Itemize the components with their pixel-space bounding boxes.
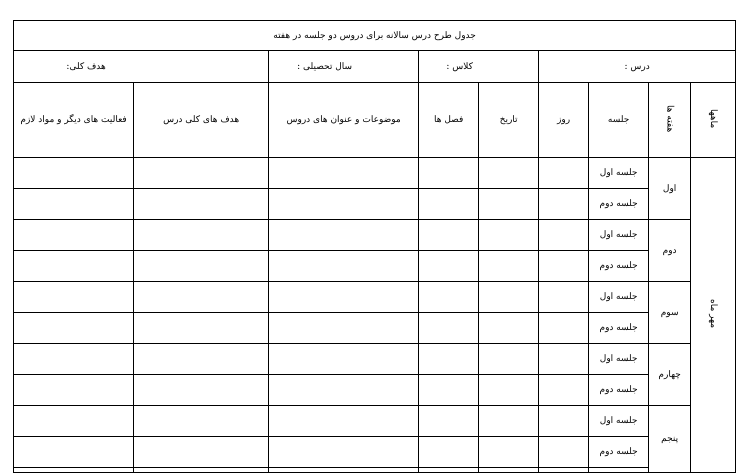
header-chapters: فصل ها <box>419 83 479 158</box>
week-label: سوم <box>649 282 691 344</box>
session-label: جلسه دوم <box>589 251 649 282</box>
session-label: جلسه دوم <box>589 189 649 220</box>
table-row <box>14 375 736 406</box>
table-row <box>14 406 736 437</box>
session-label: جلسه دوم <box>589 437 649 468</box>
header-date: تاریخ <box>479 83 539 158</box>
table-row <box>14 437 736 468</box>
week-label: دوم <box>649 220 691 282</box>
session-label: جلسه اول <box>589 220 649 251</box>
table-row <box>14 344 736 375</box>
lesson-plan-table <box>13 20 736 473</box>
table-row <box>14 282 736 313</box>
subject-label: درس : <box>539 51 736 83</box>
week-label: پنجم <box>649 406 691 473</box>
session-label: جلسه دوم <box>589 375 649 406</box>
general-goal-label: هدف کلی: <box>14 51 269 83</box>
table-title: جدول طرح درس سالانه برای دروس دو جلسه در هفته <box>14 21 736 51</box>
session-label: جلسه اول <box>589 158 649 189</box>
session-label: جلسه دوم <box>589 313 649 344</box>
header-row <box>14 83 736 158</box>
table-row <box>14 220 736 251</box>
session-label: جلسه اول <box>589 282 649 313</box>
header-weeks: هفته ها <box>664 104 675 133</box>
table-row <box>14 189 736 220</box>
month-label: مهر ماه <box>708 298 719 329</box>
header-day: روز <box>539 83 589 158</box>
table-row <box>14 313 736 344</box>
session-label: جلسه اول <box>589 344 649 375</box>
week-label: چهارم <box>649 344 691 406</box>
header-months: ماهها <box>708 108 719 129</box>
table-row <box>14 251 736 282</box>
header-goals: هدف های کلی درس <box>134 83 269 158</box>
school-year-label: سال تحصیلی : <box>269 51 419 83</box>
table-row <box>14 158 736 189</box>
session-label: جلسه اول <box>589 406 649 437</box>
info-row <box>14 51 736 83</box>
class-label: کلاس : <box>419 51 539 83</box>
header-activities: فعالیت های دیگر و مواد لازم <box>14 83 134 158</box>
header-topics: موضوعات و عنوان های دروس <box>269 83 419 158</box>
header-session: جلسه <box>589 83 649 158</box>
week-label: اول <box>649 158 691 220</box>
